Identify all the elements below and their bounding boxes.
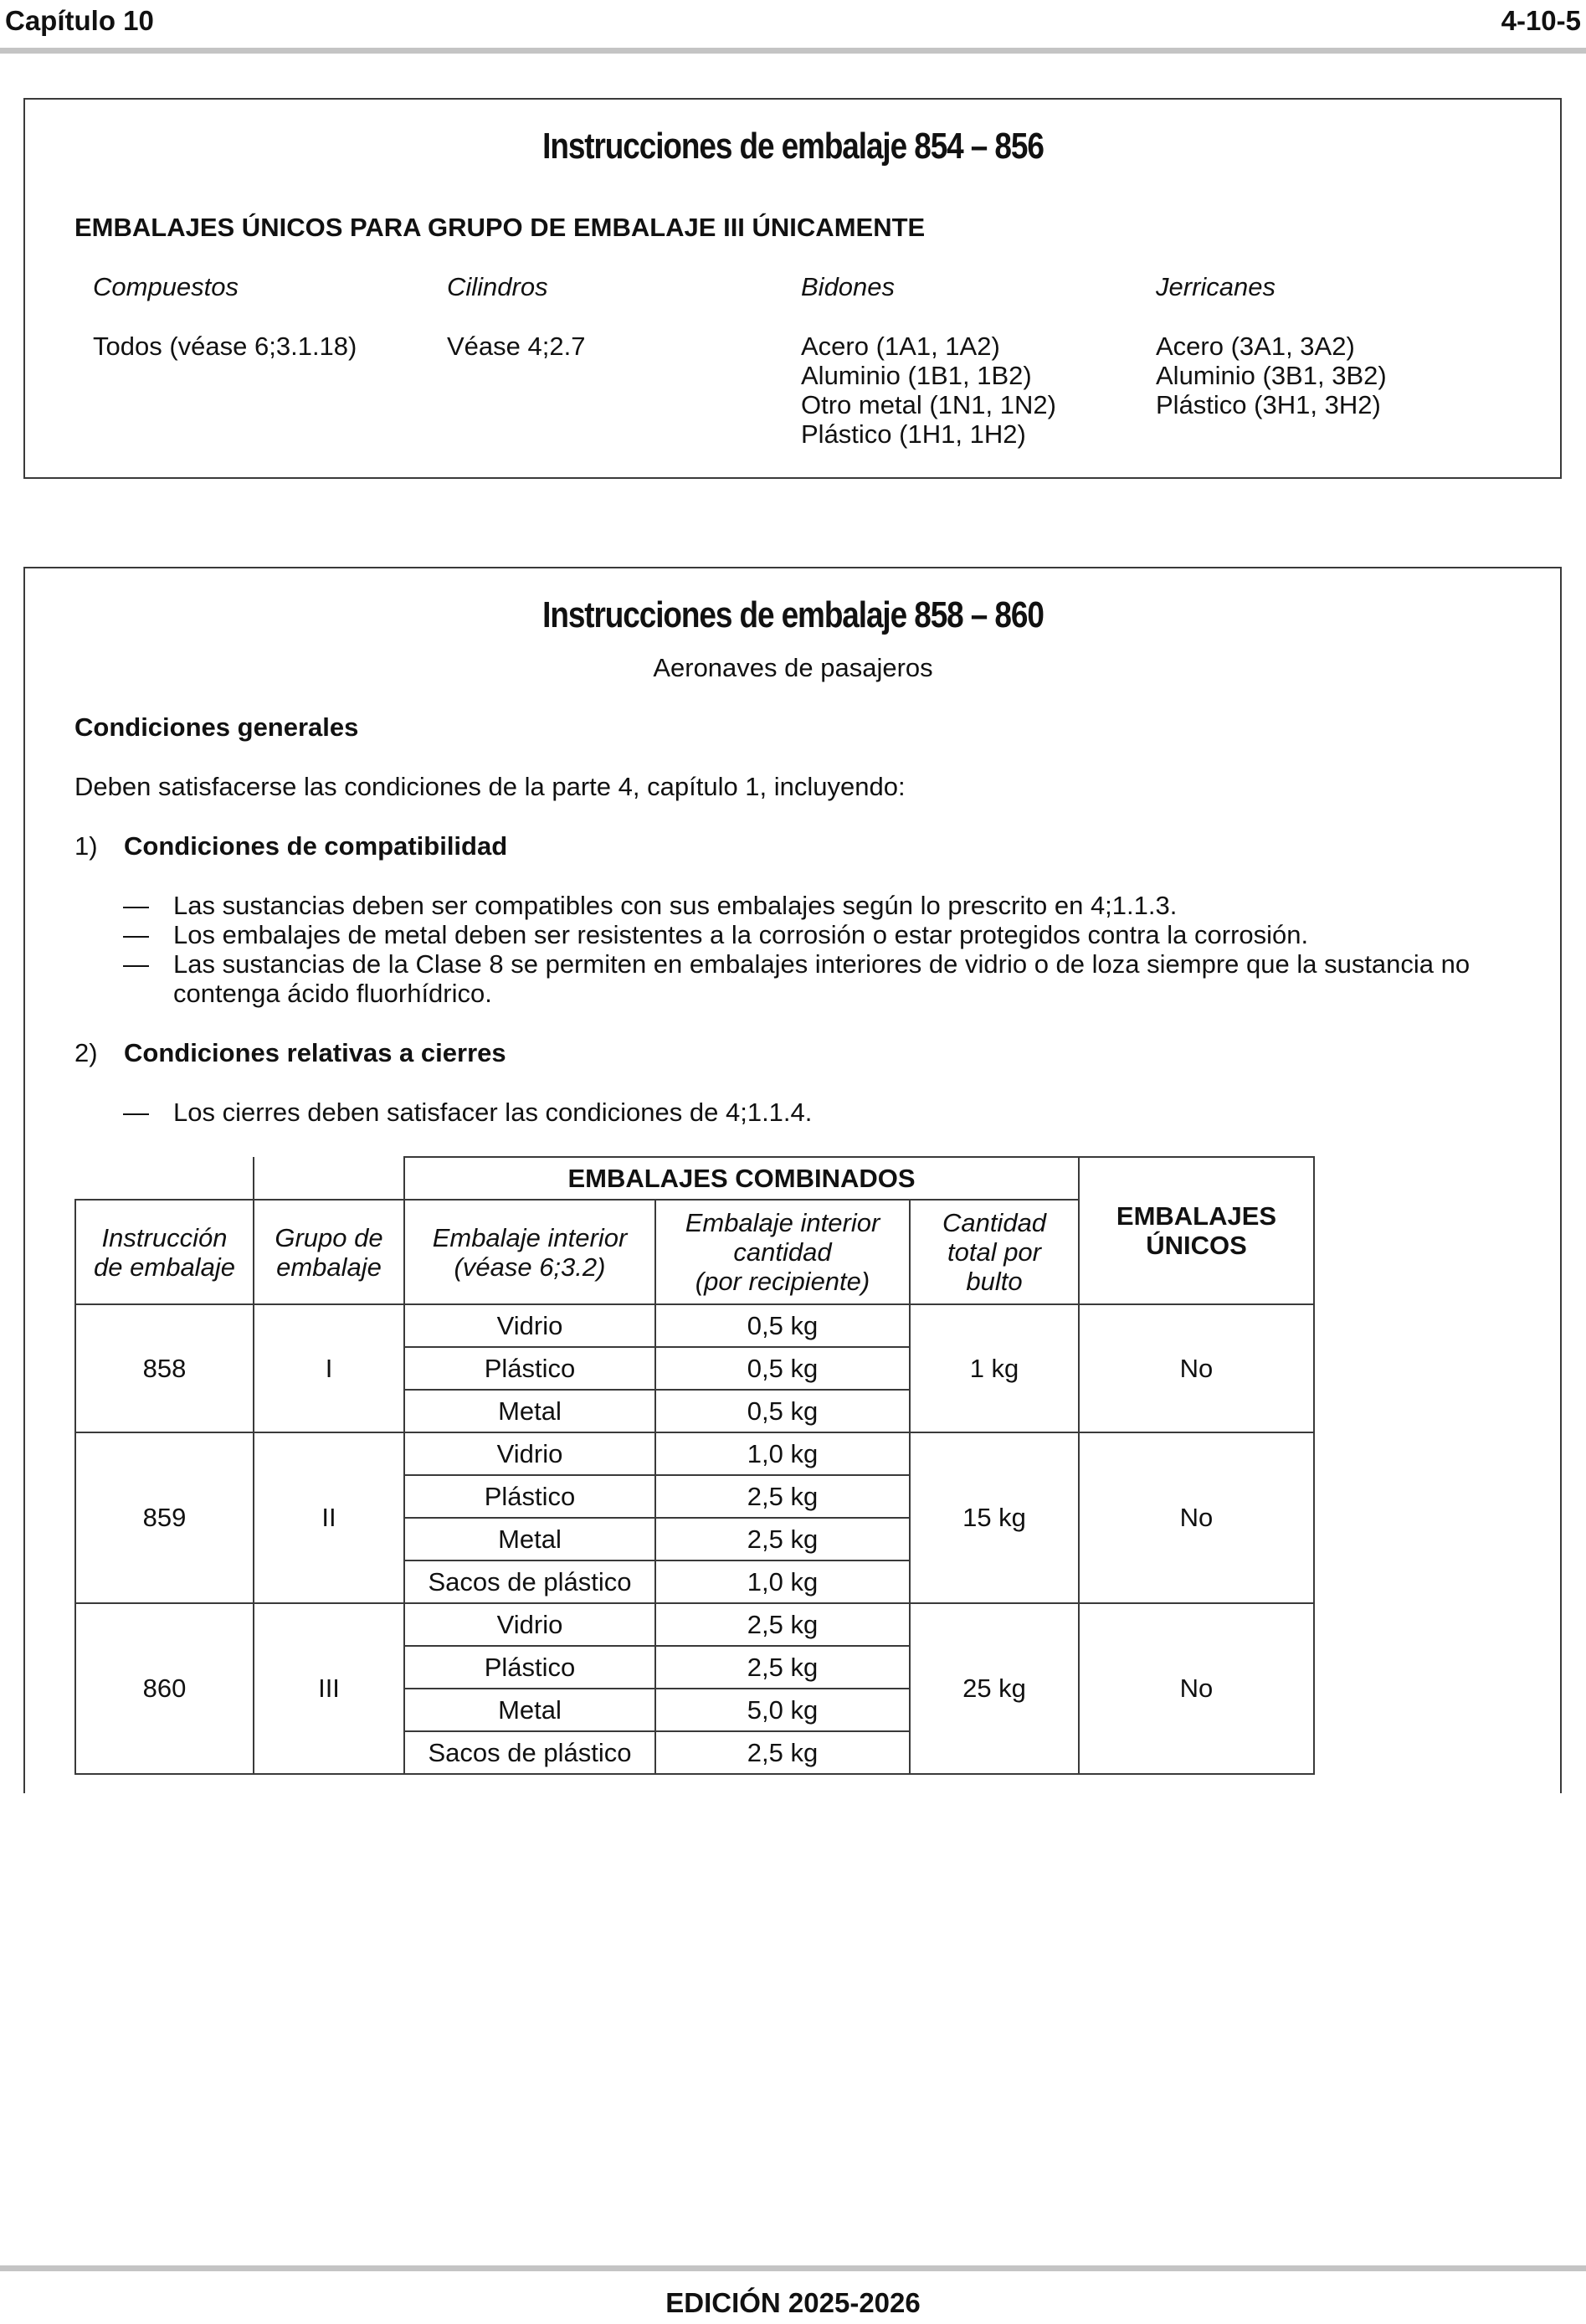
col-jerricanes-list	[1156, 332, 1387, 419]
combined-packaging-table	[74, 1156, 1315, 1775]
list-item	[123, 891, 1529, 920]
footer-rule	[0, 2265, 1586, 2271]
instruction-cell: 860	[75, 1603, 254, 1774]
table-row	[75, 1603, 1314, 1646]
inner-quantity-cell: 2,5 kg	[655, 1475, 910, 1518]
inner-quantity-cell: 0,5 kg	[655, 1390, 910, 1432]
page-number: 4-10-5	[1501, 5, 1581, 36]
inner-packaging-cell: Vidrio	[404, 1432, 655, 1475]
inner-packaging-cell: Sacos de plástico	[404, 1731, 655, 1774]
inner-packaging-cell: Sacos de plástico	[404, 1560, 655, 1603]
general-conditions-intro: Deben satisfacerse las condiciones de la parte 4, capítulo 1, incluyendo:	[74, 772, 906, 801]
inner-quantity-cell: 0,5 kg	[655, 1304, 910, 1347]
list-item: Véase 4;2.7	[447, 332, 586, 361]
header-line: EMBALAJES	[1116, 1201, 1277, 1231]
header-line: ÚNICOS	[1146, 1231, 1247, 1260]
group-cell: II	[254, 1432, 404, 1603]
instruction-cell: 859	[75, 1432, 254, 1603]
header-line: Cantidad	[942, 1208, 1047, 1237]
col-compuestos-list	[93, 332, 357, 361]
list-item: Acero (3A1, 3A2)	[1156, 332, 1355, 361]
general-conditions-heading: Condiciones generales	[74, 712, 359, 742]
col-heading-jerricanes: Jerricanes	[1156, 272, 1275, 301]
inner-packaging-cell: Plástico	[404, 1475, 655, 1518]
condition-2-number: 2)	[74, 1038, 98, 1067]
list-item: Aluminio (3B1, 3B2)	[1156, 361, 1387, 390]
dash: —	[123, 1098, 149, 1127]
inner-packaging-cell: Vidrio	[404, 1304, 655, 1347]
total-quantity-cell: 15 kg	[910, 1432, 1079, 1603]
table-row	[75, 1432, 1314, 1475]
list-item: Plástico (3H1, 3H2)	[1156, 390, 1381, 419]
single-packaging-cell: No	[1079, 1432, 1314, 1603]
header-line: de embalaje	[94, 1252, 235, 1282]
col-heading-bidones: Bidones	[801, 272, 896, 301]
inner-quantity-cell: 0,5 kg	[655, 1347, 910, 1390]
inner-packaging-cell: Plástico	[404, 1347, 655, 1390]
instruction-column-header	[75, 1200, 254, 1304]
list-item	[123, 1098, 1529, 1127]
col-heading-compuestos: Compuestos	[93, 272, 239, 301]
dash: —	[123, 949, 149, 979]
list-item	[123, 920, 1529, 949]
col-bidones-list	[801, 332, 1056, 449]
group-cell: I	[254, 1304, 404, 1432]
inner-packaging-cell: Metal	[404, 1390, 655, 1432]
inner-quantity-cell: 2,5 kg	[655, 1646, 910, 1689]
list-item-text: Los embalajes de metal deben ser resistentes a la corrosión o estar protegidos contra la corrosión.	[173, 920, 1309, 949]
group-column-header	[254, 1200, 404, 1304]
single-packaging-cell: No	[1079, 1304, 1314, 1432]
inner-quantity-cell: 1,0 kg	[655, 1560, 910, 1603]
header-line: Instrucción	[101, 1222, 228, 1252]
list-item: Aluminio (1B1, 1B2)	[801, 361, 1032, 390]
list-item: Otro metal (1N1, 1N2)	[801, 390, 1056, 419]
list-item: Plástico (1H1, 1H2)	[801, 419, 1026, 449]
list-item-text: Las sustancias deben ser compatibles con sus embalajes según lo prescrito en 4;1.1.3.	[173, 891, 1178, 920]
section1-subheading: EMBALAJES ÚNICOS PARA GRUPO DE EMBALAJE III ÚNICAMENTE	[74, 213, 926, 242]
header-line: cantidad	[733, 1237, 832, 1267]
inner-quantity-column-header	[655, 1200, 910, 1304]
header-line: Embalaje interior	[685, 1208, 880, 1237]
condition-2-heading: Condiciones relativas a cierres	[124, 1038, 506, 1067]
single-packaging-header	[1079, 1157, 1314, 1304]
header-line: embalaje	[276, 1252, 382, 1282]
inner-packaging-cell: Metal	[404, 1518, 655, 1560]
header-line: total por	[947, 1237, 1041, 1267]
section2-subtitle: Aeronaves de pasajeros	[653, 653, 933, 682]
combined-packaging-header: EMBALAJES COMBINADOS	[404, 1157, 1079, 1200]
section1-title: Instrucciones de embalaje 854 – 856	[542, 126, 1044, 167]
total-quantity-column-header	[910, 1200, 1079, 1304]
inner-packaging-column-header	[404, 1200, 655, 1304]
table-corner-blank	[75, 1157, 254, 1200]
list-item-text: Los cierres deben satisfacer las condiciones de 4;1.1.4.	[173, 1098, 813, 1127]
inner-quantity-cell: 2,5 kg	[655, 1731, 910, 1774]
col-heading-cilindros: Cilindros	[447, 272, 548, 301]
inner-packaging-cell: Plástico	[404, 1646, 655, 1689]
section2-title: Instrucciones de embalaje 858 – 860	[542, 594, 1044, 635]
instruction-cell: 858	[75, 1304, 254, 1432]
table-row	[75, 1304, 1314, 1347]
header-line: (por recipiente)	[695, 1267, 870, 1296]
header-line: Grupo de	[275, 1222, 383, 1252]
dash: —	[123, 920, 149, 949]
col-cilindros-list	[447, 332, 585, 361]
inner-quantity-cell: 5,0 kg	[655, 1689, 910, 1731]
header-line: (véase 6;3.2)	[454, 1252, 606, 1282]
inner-quantity-cell: 2,5 kg	[655, 1603, 910, 1646]
edition-label: EDICIÓN 2025-2026	[665, 2287, 921, 2318]
group-cell: III	[254, 1603, 404, 1774]
table-corner-blank	[254, 1157, 404, 1200]
chapter-label: Capítulo 10	[5, 5, 154, 36]
inner-packaging-cell: Metal	[404, 1689, 655, 1731]
list-item: Todos (véase 6;3.1.18)	[93, 332, 357, 361]
total-quantity-cell: 25 kg	[910, 1603, 1079, 1774]
list-item	[123, 949, 1529, 1008]
condition-1-heading: Condiciones de compatibilidad	[124, 831, 508, 861]
header-line: bulto	[966, 1267, 1023, 1296]
inner-quantity-cell: 1,0 kg	[655, 1432, 910, 1475]
header-rule	[0, 48, 1586, 54]
list-item: Acero (1A1, 1A2)	[801, 332, 1000, 361]
dash: —	[123, 891, 149, 920]
inner-packaging-cell: Vidrio	[404, 1603, 655, 1646]
total-quantity-cell: 1 kg	[910, 1304, 1079, 1432]
condition-1-list	[123, 891, 1529, 1008]
condition-2-list	[123, 1098, 1529, 1127]
header-line: Embalaje interior	[432, 1222, 628, 1252]
single-packaging-cell: No	[1079, 1603, 1314, 1774]
inner-quantity-cell: 2,5 kg	[655, 1518, 910, 1560]
condition-1-number: 1)	[74, 831, 98, 861]
list-item-text: Las sustancias de la Clase 8 se permiten en embalajes interiores de vidrio o de loza siempre que la sustancia no contenga ácido fluorhídrico.	[173, 949, 1471, 1008]
